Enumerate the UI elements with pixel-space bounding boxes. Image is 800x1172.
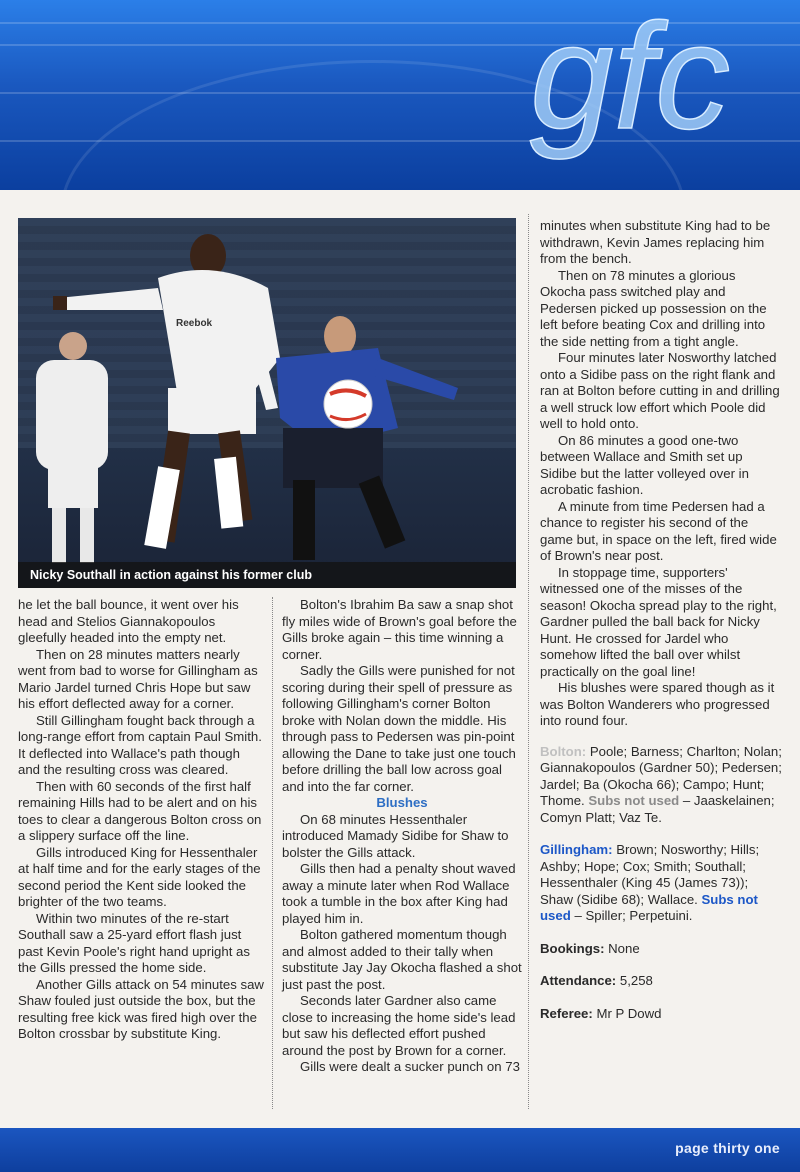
- background-player-figure: [36, 332, 108, 563]
- article-column-2: [282, 597, 522, 1076]
- referee-info: [540, 1006, 782, 1023]
- attendance-info: [540, 973, 782, 990]
- attendance-label: Attendance:: [540, 973, 617, 988]
- article-paragraph: On 68 minutes Hessenthaler introduced Mamady Sidibe for Shaw to bolster the Gills attack.: [282, 811, 509, 860]
- gfc-logo: [520, 18, 790, 178]
- article-paragraph: Still Gillingham fought back through a long-range effort from captain Paul Smith. It deflected into Wallace's path though and the resulting cross was cleared.: [18, 712, 262, 777]
- article-paragraph: On 86 minutes a good one-two between Wallace and Smith set up Sidibe but the latter volleyed over in acrobatic fashion.: [540, 432, 749, 497]
- article-paragraph: Gills were dealt a sucker punch on 73: [300, 1059, 520, 1074]
- article-paragraph: In stoppage time, supporters' witnessed one of the misses of the season! Okocha spread play to the right, Gardner pulled the ball back for Nicky Hunt. He crossed for Jardel who somehow lifted the ball over whilst practically on the goal line!: [540, 564, 777, 679]
- gillingham-player-figure: [276, 316, 458, 560]
- article-paragraph: Another Gills attack on 54 minutes saw Shaw fouled just outside the box, but the resulting free kick was fired high over the Bolton crossbar by substitute King.: [18, 976, 264, 1041]
- article-paragraph: Then on 78 minutes a glorious Okocha pass switched play and Pedersen picked up possession on the left before beating Cox and drilling into the side netting from a tight angle.: [540, 267, 767, 349]
- article-column-1: [18, 597, 264, 1043]
- article-paragraph: Gills introduced King for Hessenthaler at half time and for the early stages of the second period the Kent side looked the brighter of the two teams.: [18, 844, 261, 909]
- article-paragraph: he let the ball bounce, it went over his head and Stelios Giannakopoulos gleefully headed into the empty net.: [18, 597, 239, 645]
- page-number: page thirty one: [675, 1140, 780, 1156]
- gillingham-players: Brown; Nosworthy; Hills; Ashby; Hope; Cox; Smith; Southall; Hessenthaler (King 45 (James 73)); Shaw (Sidibe 68); Wallace.: [540, 842, 760, 907]
- article-paragraph: Gills then had a penalty shout waved away a minute later when Rod Wallace took a tumble in the box after King had played him in.: [282, 861, 516, 926]
- match-photo: [18, 218, 516, 588]
- bookings-value: None: [608, 940, 640, 956]
- photo-players-illustration: [18, 218, 516, 588]
- football: [324, 380, 372, 428]
- bolton-label: Bolton:: [540, 743, 587, 759]
- article-paragraph: Bolton gathered momentum though and almost added to their tally when substitute Jay Jay Okocha flashed a shot just past the post.: [282, 927, 522, 992]
- column-divider: [528, 214, 529, 1109]
- bolton-lineup: [540, 744, 782, 827]
- column-divider: [272, 597, 273, 1109]
- shirt-sponsor: Reebok: [176, 318, 213, 329]
- article-paragraph: Seconds later Gardner also came close to increasing the home side's lead but saw his deflected effort pushed around the post by Brown for a corner.: [282, 993, 516, 1058]
- header-banner: [0, 0, 800, 190]
- article-paragraph: minutes when substitute King had to be withdrawn, Kevin James replacing him from the bench.: [540, 218, 771, 266]
- article-paragraph: Bolton's Ibrahim Ba saw a snap shot fly miles wide of Brown's goal before the Gills broke again – this time winning a corner.: [282, 597, 517, 662]
- gillingham-subs-label: Subs not used: [540, 891, 758, 923]
- bookings-info: [540, 941, 782, 958]
- gillingham-lineup: [540, 842, 782, 925]
- article-paragraph: His blushes were spared though as it was Bolton Wanderers who progressed into round four.: [540, 680, 775, 728]
- article-paragraph: Then on 28 minutes matters nearly went from bad to worse for Gillingham as Mario Jardel turned Chris Hope but saw his effort deflected away for a corner.: [18, 646, 258, 711]
- attendance-value: 5,258: [619, 973, 653, 988]
- article-paragraph: A minute from time Pedersen had a chance to register his second of the game but, in space on the left, fired wide of Brown's near post.: [540, 498, 777, 563]
- section-heading: Blushes: [376, 795, 428, 810]
- gillingham-subs: – Spiller; Perpetuini.: [570, 908, 693, 923]
- photo-caption: Nicky Southall in action against his former club: [18, 562, 516, 588]
- bolton-subs-label: Subs not used: [588, 793, 680, 808]
- footer-band: [0, 1128, 800, 1172]
- article-paragraph: Four minutes later Nosworthy latched onto a Sidibe pass on the right flank and ran at Bolton before cutting in and drilling a well struck low effort which Poole did well to hold onto.: [540, 350, 780, 431]
- bolton-players: Poole; Barness; Charlton; Nolan; Giannakopoulos (Gardner 50); Pedersen; Jardel; Ba (Okocha 66); Campo; Hunt; Thome.: [540, 743, 782, 808]
- article-paragraph: Within two minutes of the re-start Southall saw a 25-yard effort flash just past Kevin Poole's right hand upright as the Gills pressed the home side.: [18, 910, 250, 975]
- bookings-label: Bookings:: [540, 940, 605, 956]
- referee-label: Referee:: [540, 1005, 593, 1021]
- article-column-3: [540, 218, 782, 1022]
- gfc-logo-text: gfc: [530, 18, 731, 160]
- referee-value: Mr P Dowd: [596, 1005, 662, 1021]
- gillingham-label: Gillingham:: [540, 842, 613, 857]
- article-paragraph: Sadly the Gills were punished for not scoring during their spell of pressure as following Gillingham's corner Bolton broke with Nolan down the middle. His through pass to Pedersen was pin-point allowing the Dane to take just one touch before drilling the ball low across goal and into the far corner.: [282, 663, 516, 794]
- bolton-subs: – Jaaskelainen; Comyn Platt; Vaz Te.: [540, 793, 775, 825]
- article-paragraph: Then with 60 seconds of the first half remaining Hills had to be alert and on his toes to clear a dangerous Bolton cross on a slippery surface off the line.: [18, 778, 262, 843]
